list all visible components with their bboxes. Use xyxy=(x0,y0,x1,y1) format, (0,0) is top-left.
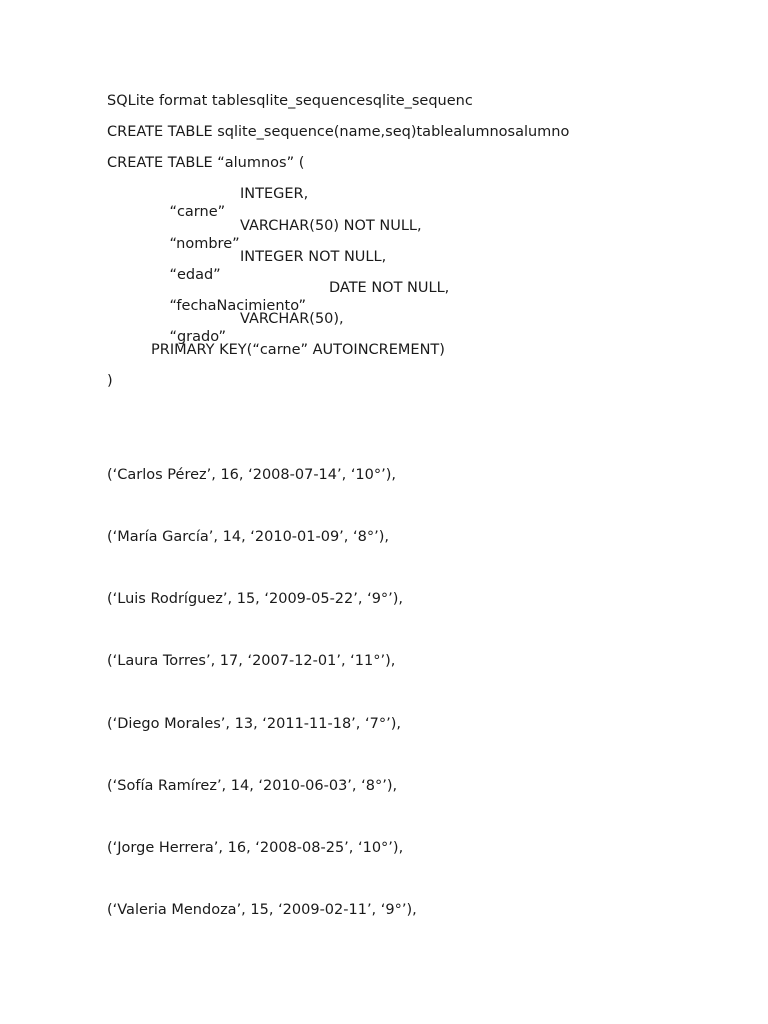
data-row: (‘Carlos Pérez’, 16, ‘2008-07-14’, ‘10°’), xyxy=(107,467,397,483)
data-row: (‘María García’, 14, ‘2010-01-09’, ‘8°’), xyxy=(107,529,389,545)
column-type: INTEGER, xyxy=(240,186,309,202)
column-type: DATE NOT NULL, xyxy=(329,280,450,296)
column-type: VARCHAR(50), xyxy=(240,311,344,327)
column-name: “carne” xyxy=(169,204,226,220)
data-row: (‘Jorge Herrera’, 16, ‘2008-08-25’, ‘10°’), xyxy=(107,840,404,856)
header-line-2: CREATE TABLE sqlite_sequence(name,seq)tablealumnosalumno xyxy=(107,124,570,140)
column-name: “grado” xyxy=(169,329,227,345)
header-line-1: SQLite format tablesqlite_sequencesqlite_sequenc xyxy=(107,93,473,109)
data-row: (‘Luis Rodríguez’, 15, ‘2009-05-22’, ‘9°’), xyxy=(107,591,404,607)
data-row: (‘Valeria Mendoza’, 15, ‘2009-02-11’, ‘9°’), xyxy=(107,902,417,918)
column-name: “edad” xyxy=(169,267,221,283)
create-table-line: CREATE TABLE “alumnos” ( xyxy=(107,155,305,171)
data-row: (‘Diego Morales’, 13, ‘2011-11-18’, ‘7°’), xyxy=(107,716,401,732)
primary-key-line: PRIMARY KEY(“carne” AUTOINCREMENT) xyxy=(151,342,445,358)
data-row: (‘Laura Torres’, 17, ‘2007-12-01’, ‘11°’), xyxy=(107,653,396,669)
column-name: “nombre” xyxy=(169,236,240,252)
data-row: (‘Sofía Ramírez’, 14, ‘2010-06-03’, ‘8°’), xyxy=(107,778,398,794)
column-name: “fechaNacimiento” xyxy=(169,298,307,314)
column-type: INTEGER NOT NULL, xyxy=(240,249,387,265)
column-type: VARCHAR(50) NOT NULL, xyxy=(240,218,422,234)
close-paren: ) xyxy=(107,373,113,389)
